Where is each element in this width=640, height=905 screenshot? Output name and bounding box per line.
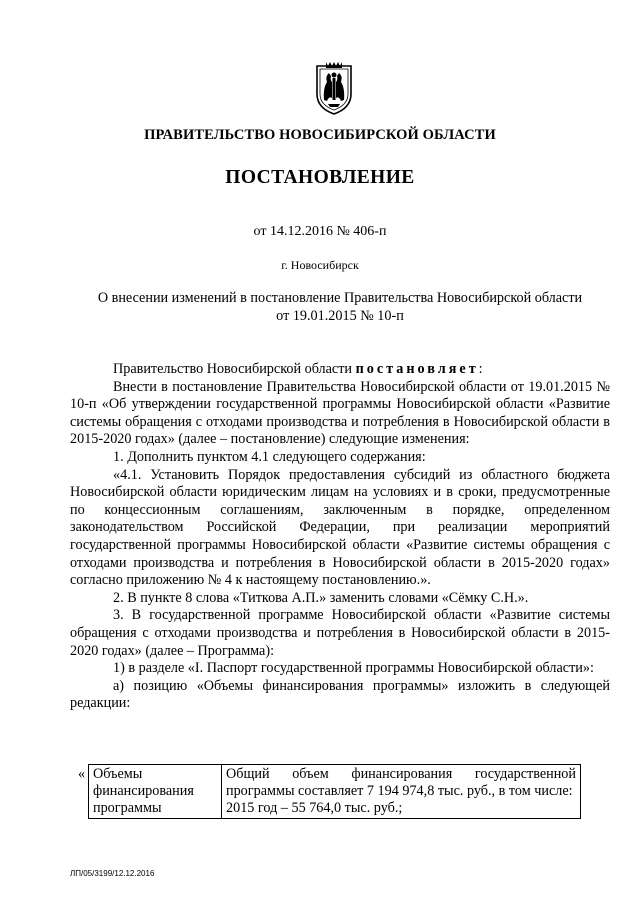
resolution-intro-colon: : <box>478 361 483 377</box>
document-subject <box>70 289 610 325</box>
table-cell-label: Объемы финансирования программы <box>89 765 222 819</box>
organization-title: ПРАВИТЕЛЬСТВО НОВОСИБИРСКОЙ ОБЛАСТИ <box>144 127 496 143</box>
paragraph-amend: Внести в постановление Правительства Новосибирской области от 19.01.2015 № 10-п «Об утверждении государственной программы Новосибирской области «Развитие системы обращения с отходами производства и потребления в Новосибирской области в 2015-2020 годах» (далее – постановление) следующие изменения: <box>70 378 610 448</box>
table-open-quote: « <box>78 766 86 782</box>
table-value-line-1: Общий объем финансирования государственной программы составляет 7 194 974,8 тыс. руб., в том числе: <box>226 766 576 799</box>
document-date-number: от 14.12.2016 № 406-п <box>253 224 387 239</box>
table-row <box>89 765 581 819</box>
paragraph-item-2: 2. В пункте 8 слова «Титкова А.П.» заменить словами «Сёмку С.Н.». <box>113 589 529 606</box>
paragraph-item-1: 1. Дополнить пунктом 4.1 следующего содержания: <box>113 448 426 465</box>
subject-line-1: О внесении изменений в постановление Правительства Новосибирской области <box>97 290 583 306</box>
resolution-intro-text: Правительство Новосибирской области <box>113 361 356 377</box>
financing-table <box>88 764 581 819</box>
resolution-intro <box>70 361 610 379</box>
footer-code: ЛП/05/3199/12.12.2016 <box>70 869 155 878</box>
document-body <box>70 361 610 713</box>
table-cell-value <box>222 765 581 819</box>
paragraph-item-4-1: «4.1. Установить Порядок предоставления субсидий из областного бюджета Новосибирской области юридическим лицам на условиях и в сроки, предусмотренные по концессионным соглашениям, заключенным в порядке, определенном законодательством Российской Федерации, при реализации мероприятий государственной программы Новосибирской области «Развитие системы обращения с отходами производства и потребления в Новосибирской области в 2015-2020 годах» согласно приложению № 4 к настоящему постановлению.». <box>70 466 610 589</box>
paragraph-subitem-1: 1) в разделе «I. Паспорт государственной программы Новосибирской области»: <box>113 660 594 677</box>
paragraph-item-3: 3. В государственной программе Новосибирской области «Развитие системы обращения с отходами производства и потребления в Новосибирской области в 2015-2020 годах» (далее – Программа): <box>70 607 610 659</box>
table-value-line-2: 2015 год – 55 764,0 тыс. руб.; <box>226 800 403 816</box>
resolution-verb: постановляет <box>355 361 479 377</box>
coat-of-arms-icon <box>314 60 354 115</box>
document-city: г. Новосибирск <box>281 258 359 272</box>
document-type-title: ПОСТАНОВЛЕНИЕ <box>225 167 415 188</box>
subject-line-2: от 19.01.2015 № 10-п <box>276 308 404 324</box>
paragraph-subitem-a: а) позицию «Объемы финансирования программы» изложить в следующей редакции: <box>70 677 610 712</box>
